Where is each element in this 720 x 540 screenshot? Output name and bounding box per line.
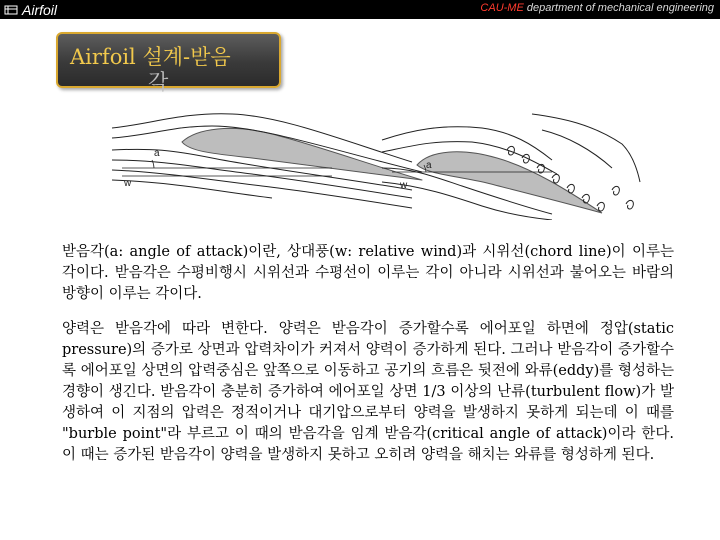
slide-title-line2: 각 [148, 70, 169, 94]
department-name: department of mechanical engineering [526, 2, 714, 14]
department-accent: CAU-ME [480, 2, 524, 14]
copyright-footer: All Copyrights Reserved. [576, 526, 676, 536]
header-left [4, 1, 57, 19]
slide-content [0, 19, 720, 540]
document-icon [4, 3, 18, 17]
airfoil-high-angle [417, 152, 602, 213]
slide-title [70, 45, 280, 95]
angle-label-right: a [426, 160, 432, 171]
airfoil-low-angle [182, 128, 422, 180]
angle-of-attack-diagram [112, 110, 642, 220]
streamlines-left [112, 114, 422, 208]
header-title: Airfoil [22, 2, 58, 18]
angle-label-left: a [154, 148, 160, 159]
wind-label-right: w [400, 180, 408, 191]
paragraph-lift: 양력은 받음각에 따라 변한다. 양력은 받음각이 증가할수록 에어포일 하면에 정압(static pressure)의 증가로 상면과 압력차이가 커져서 양력이 증가하게 된다. 그러나 받음각이 증가할수록 에어포일 상면의 압력중심은 앞쪽으로 이동하고 공기의 흐름은 뒷전에 와류(eddy)를 형성하는 경향이 생긴다. 받음각이 충분히 증가하여 에어포일 상면 1/3 이상의 난류(turbulent flow)가 발생하여 이 지점의 압력은 정적이거나 대기압으로부터 양력을 발생하지 못하게 되는데 이 때를 "burble point"라 부르고 이 때의 받음각을 임계 받음각(critical angle of attack)이라 한다. 이 때는 증가된 받음각이 양력을 발생하지 못하고 오히려 양력을 해치는 와류를 형성하게 된다. [62, 321, 674, 463]
paragraph-angle-of-attack: 받음각(a: angle of attack)이란, 상대풍(w: relative wind)과 시위선(chord line)이 이루는 각이다. 받음각은 수평비행시 시위선과 수평선이 이루는 각이 아니라 시위선과 불어오는 바람의 방향이 이루는 각이다. [62, 244, 674, 302]
slide-title-line1: Airfoil 설계-받음 [70, 45, 231, 69]
wind-label-left: w [124, 178, 132, 189]
department-label [480, 2, 714, 14]
